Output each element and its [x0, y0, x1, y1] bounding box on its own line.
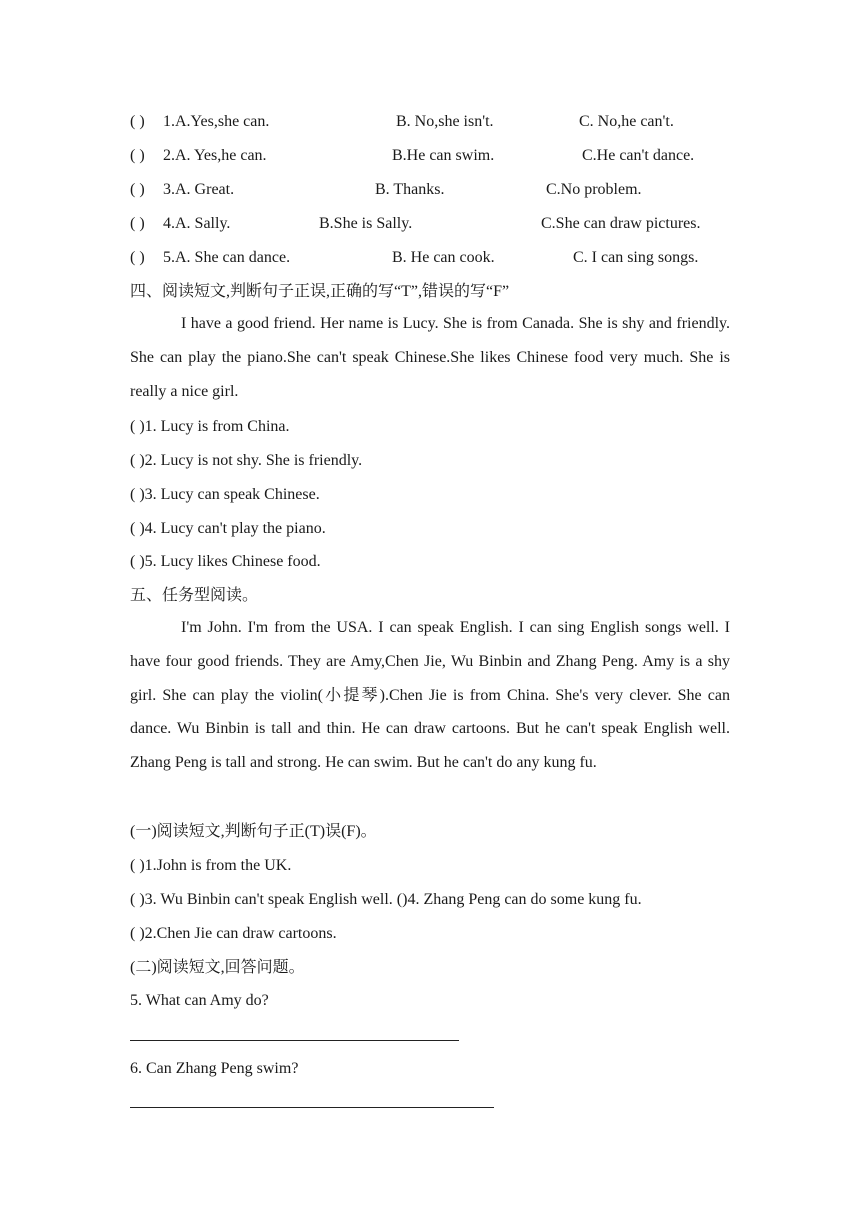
- answer-paren: ( ): [130, 147, 145, 164]
- option-a: 4.A. Sally.: [163, 215, 231, 232]
- option-b: B.He can swim.: [392, 147, 495, 164]
- tf-item-1: ( )1.John is from the UK.: [130, 857, 292, 874]
- part-1-heading: (一)阅读短文,判断句子正(T)误(F)。: [130, 823, 377, 840]
- option-b: B. No,she isn't.: [396, 113, 494, 130]
- answer-paren: ( ): [130, 181, 145, 198]
- tf-item-2: ( )2.Chen Jie can draw cartoons.: [130, 925, 337, 942]
- section-5-passage: I'm John. I'm from the USA. I can speak English. I can sing English songs well. I have four good friends. They are Amy,Chen Jie, Wu Binbin and Zhang Peng. Amy is a shy girl. She can play the violin(小提琴).Chen Jie is from China. She's very clever. She can dance. Wu Binbin is tall and thin. He can draw cartoons. But he can't speak English well. Zhang Peng is tall and strong. He can swim. But he can't do any kung fu.: [130, 619, 730, 772]
- option-a: 5.A. She can dance.: [163, 249, 291, 266]
- judge-item-3: ( )3. Lucy can speak Chinese.: [130, 486, 320, 503]
- option-b: B. Thanks.: [375, 181, 445, 198]
- judge-item-1: ( )1. Lucy is from China.: [130, 418, 290, 435]
- section-4-passage: I have a good friend. Her name is Lucy. She is from Canada. She is shy and friendly. She can play the piano.She can't speak Chinese.She likes Chinese food very much. She is really a nice girl.: [130, 315, 730, 400]
- part-2-heading: (二)阅读短文,回答问题。: [130, 959, 305, 976]
- option-c: C.She can draw pictures.: [541, 215, 701, 232]
- option-a: 2.A. Yes,he can.: [163, 147, 267, 164]
- judge-item-4: ( )4. Lucy can't play the piano.: [130, 520, 326, 537]
- section-4-heading: 四、阅读短文,判断句子正误,正确的写“T”,错误的写“F”: [130, 283, 510, 300]
- judge-item-2: ( )2. Lucy is not shy. She is friendly.: [130, 452, 363, 469]
- judge-item-5: ( )5. Lucy likes Chinese food.: [130, 553, 321, 570]
- answer-line-6[interactable]: [130, 1107, 494, 1108]
- option-a: 1.A.Yes,she can.: [163, 113, 270, 130]
- option-b: B.She is Sally.: [319, 215, 413, 232]
- question-6: 6. Can Zhang Peng swim?: [130, 1060, 299, 1077]
- tf-item-3-4: ( )3. Wu Binbin can't speak English well. ()4. Zhang Peng can do some kung fu.: [130, 891, 642, 908]
- option-c: C. No,he can't.: [579, 113, 674, 130]
- section-5-heading: 五、任务型阅读。: [130, 587, 259, 604]
- answer-paren: ( ): [130, 249, 145, 266]
- option-c: C.No problem.: [546, 181, 642, 198]
- option-a: 3.A. Great.: [163, 181, 235, 198]
- answer-line-5[interactable]: [130, 1040, 459, 1041]
- question-5: 5. What can Amy do?: [130, 992, 269, 1009]
- option-c: C.He can't dance.: [582, 147, 695, 164]
- answer-paren: ( ): [130, 113, 145, 130]
- option-b: B. He can cook.: [392, 249, 495, 266]
- answer-paren: ( ): [130, 215, 145, 232]
- option-c: C. I can sing songs.: [573, 249, 699, 266]
